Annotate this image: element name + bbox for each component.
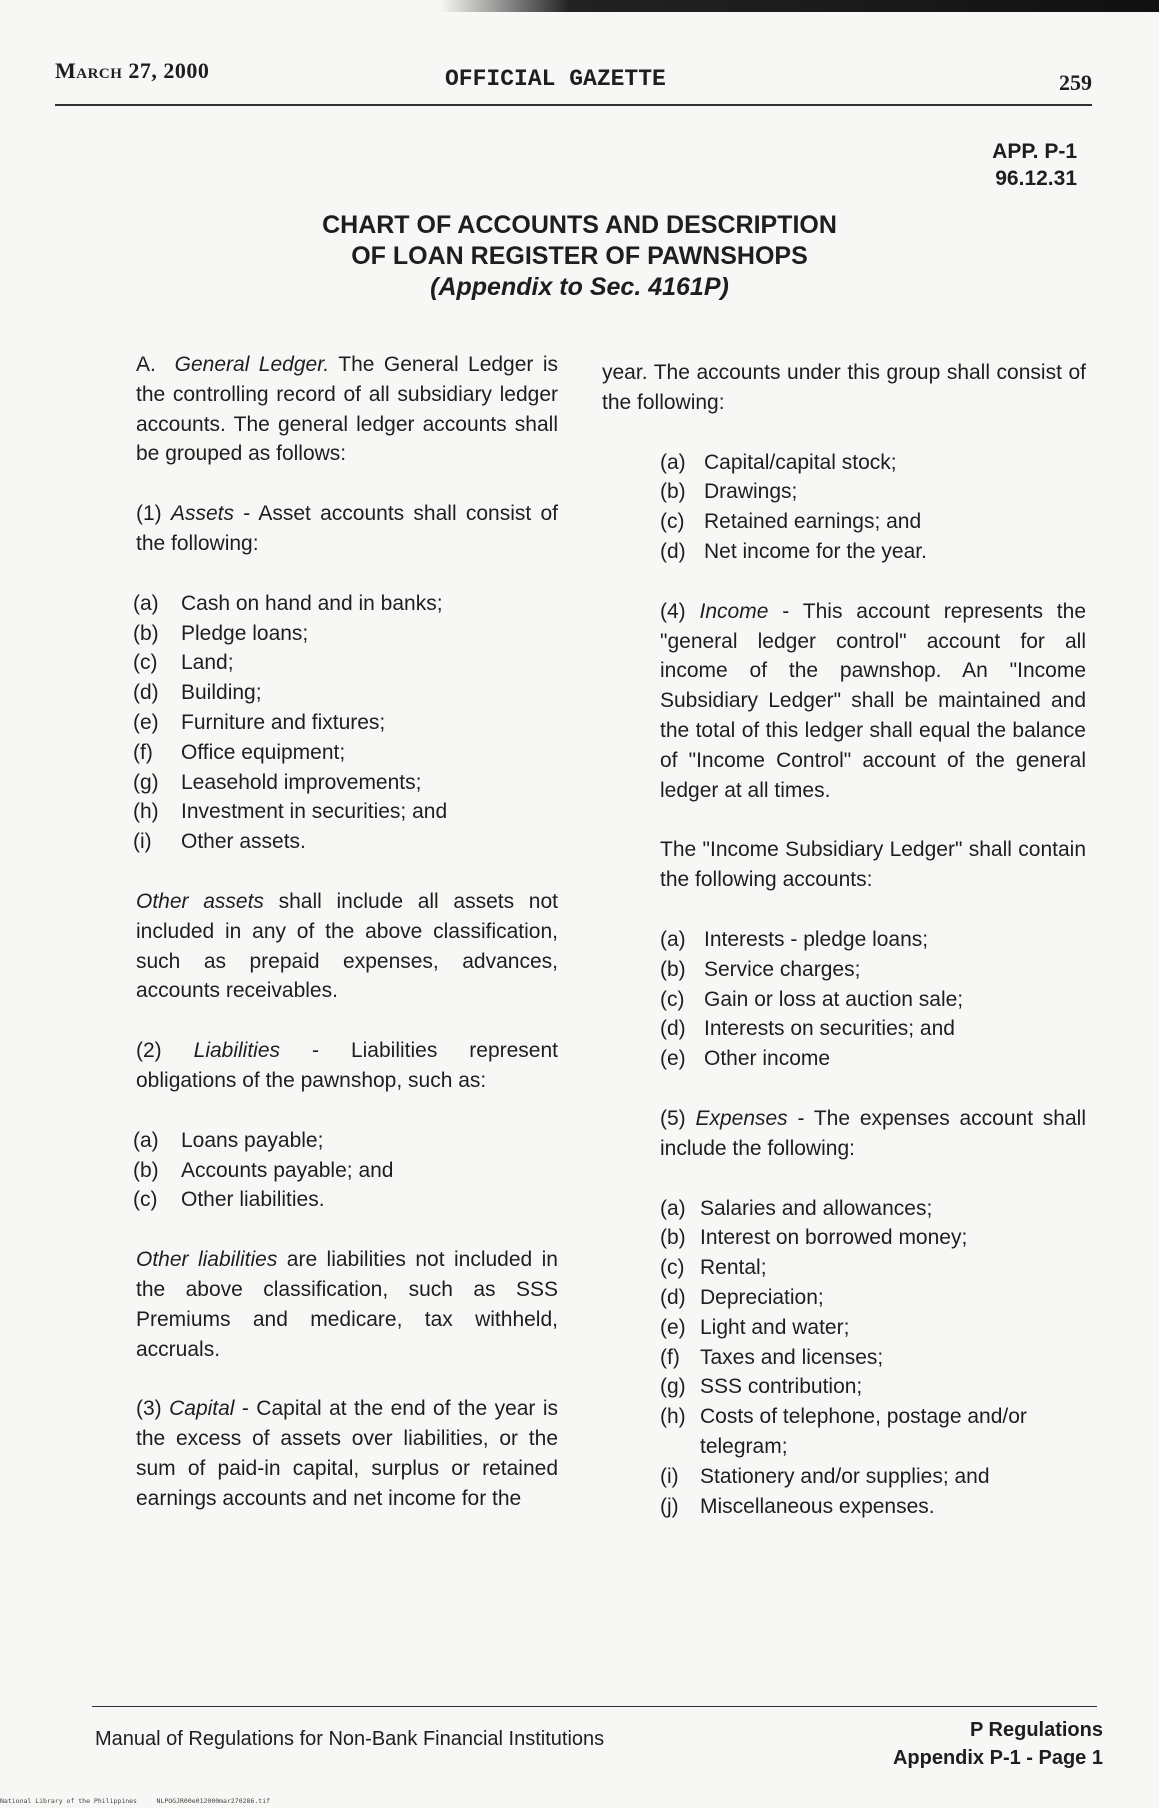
other-assets-text: shall include all assets not included in any of the above classification, such as prepaid expenses, advances, accounts receivables. (136, 889, 558, 1003)
list-item: (f) Office equipment; (133, 740, 346, 764)
other-liabilities-text: are liabilities not included in the above classification, such as SSS Premiums and medicare, tax withheld, accruals. (136, 1248, 558, 1361)
footer-page-reference (893, 1716, 1103, 1772)
publication-name: OFFICIAL GAZETTE (445, 66, 666, 92)
capital-heading: Capital (169, 1397, 235, 1421)
list-item: (b) Service charges; (660, 957, 861, 981)
list-item: (a) Salaries and allowances; (660, 1196, 933, 1220)
document-title (0, 210, 1159, 303)
title-line-1: CHART OF ACCOUNTS AND DESCRIPTION (322, 211, 837, 239)
header-rule (55, 104, 1092, 106)
footer-manual-title: Manual of Regulations for Non-Bank Financial Institutions (95, 1728, 605, 1750)
general-ledger-paragraph (78, 350, 558, 469)
assets-text: - Asset accounts shall consist of the following: (136, 502, 558, 555)
list-item: (c) Retained earnings; and (660, 510, 922, 534)
list-item: (b) Interest on borrowed money; (660, 1226, 968, 1250)
list-item: (h) Costs of telephone, postage and/or telegram; (660, 1405, 1027, 1458)
list-item: (d) Building; (133, 681, 262, 705)
income-number: (4) (660, 599, 686, 623)
masthead (55, 58, 1092, 98)
expenses-paragraph (602, 1104, 1086, 1164)
other-assets-paragraph (78, 887, 558, 1006)
list-item: (d) Interests on securities; and (660, 1017, 955, 1041)
footer-rule (92, 1706, 1097, 1707)
appendix-date: 96.12.31 (995, 167, 1077, 190)
issue-date: March 27, 2000 (55, 58, 210, 83)
list-item: (b) Drawings; (660, 480, 798, 504)
liabilities-heading: Liabilities (193, 1039, 281, 1063)
title-subtitle: (Appendix to Sec. 4161P) (430, 273, 729, 301)
list-item: (b) Accounts payable; and (133, 1158, 394, 1182)
list-item: (g) Leasehold improvements; (133, 770, 422, 794)
list-item: (c) Gain or loss at auction sale; (660, 987, 964, 1011)
general-ledger-text: The General Ledger is the controlling record of all subsidiary ledger accounts. The general ledger accounts shall be grouped as follows: (136, 353, 558, 466)
capital-number: (3) (136, 1397, 162, 1421)
list-item: (a) Cash on hand and in banks; (133, 591, 443, 615)
liabilities-number: (2) (136, 1039, 162, 1063)
scan-edge-mark (440, 0, 1159, 12)
assets-list (78, 589, 558, 857)
assets-number: (1) (136, 502, 162, 526)
capital-paragraph (78, 1394, 558, 1513)
list-item: (d) Net income for the year. (660, 539, 927, 563)
expenses-number: (5) (660, 1106, 686, 1130)
list-item: (c) Other liabilities. (133, 1188, 325, 1212)
list-item: (d) Depreciation; (660, 1285, 824, 1309)
other-liabilities-paragraph (78, 1245, 558, 1364)
expenses-heading: Expenses (695, 1106, 788, 1130)
list-item: (a) Capital/capital stock; (660, 450, 897, 474)
income-text: - This account represents the "general ledger control" account for all income of the pawnshop. An "Income Subsidiary Ledger" shall be maintained and the total of this ledger shall equal the balance of "Income Control" account of the general ledger at all times. (660, 599, 1086, 802)
liabilities-list (78, 1126, 558, 1215)
appendix-reference (992, 138, 1077, 192)
list-item: (f) Taxes and licenses; (660, 1345, 884, 1369)
list-item: (a) Loans payable; (133, 1128, 324, 1152)
general-ledger-heading: General Ledger. (174, 353, 330, 376)
appendix-code: APP. P-1 (992, 140, 1077, 163)
assets-paragraph (78, 499, 558, 559)
liabilities-text: - Liabilities represent obligations of the pawnshop, such as: (136, 1039, 558, 1092)
left-column (78, 350, 558, 1514)
capital-list (602, 448, 1086, 567)
list-item: (e) Light and water; (660, 1315, 850, 1339)
assets-heading: Assets (170, 502, 234, 526)
scan-info: National Library of the Philippines NLPOGJR00e012000mar270286.tif (0, 1797, 271, 1805)
other-liabilities-heading: Other liabilities (136, 1248, 278, 1272)
right-column (602, 358, 1086, 1521)
list-item: (e) Furniture and fixtures; (133, 710, 386, 734)
list-item: (i) Stationery and/or supplies; and (660, 1464, 990, 1488)
expenses-list (602, 1194, 1086, 1522)
list-item: (b) Pledge loans; (133, 621, 309, 645)
capital-continued: year. The accounts under this group shall consist of the following: (602, 361, 1086, 414)
list-item: (h) Investment in securities; and (133, 800, 448, 824)
title-line-2: OF LOAN REGISTER OF PAWNSHOPS (351, 242, 808, 270)
list-item: (c) Land; (133, 651, 234, 675)
income-list (602, 925, 1086, 1074)
income-heading: Income (699, 599, 769, 623)
capital-text: - Capital at the end of the year is the excess of assets over liabilities, or the sum of paid-in capital, surplus or retained earnings accounts and net income for the (136, 1397, 558, 1510)
income-subsidiary-paragraph: The "Income Subsidiary Ledger" shall contain the following accounts: (660, 838, 1086, 892)
other-assets-heading: Other assets (136, 889, 264, 913)
expenses-text: - The expenses account shall include the following: (660, 1106, 1086, 1160)
list-item: (j) Miscellaneous expenses. (660, 1494, 935, 1518)
list-item: (a) Interests - pledge loans; (660, 927, 929, 951)
income-paragraph (602, 597, 1086, 806)
list-item: (i) Other assets. (133, 830, 306, 854)
liabilities-paragraph (78, 1036, 558, 1096)
footer-regulations: P Regulations (970, 1719, 1103, 1741)
list-item: (e) Other income (660, 1047, 831, 1071)
page-number: 259 (1059, 70, 1092, 95)
list-item: (c) Rental; (660, 1256, 767, 1280)
list-item: (g) SSS contribution; (660, 1375, 863, 1399)
footer-appendix-page: Appendix P-1 - Page 1 (892, 1747, 1103, 1769)
section-letter: A. (136, 353, 156, 376)
